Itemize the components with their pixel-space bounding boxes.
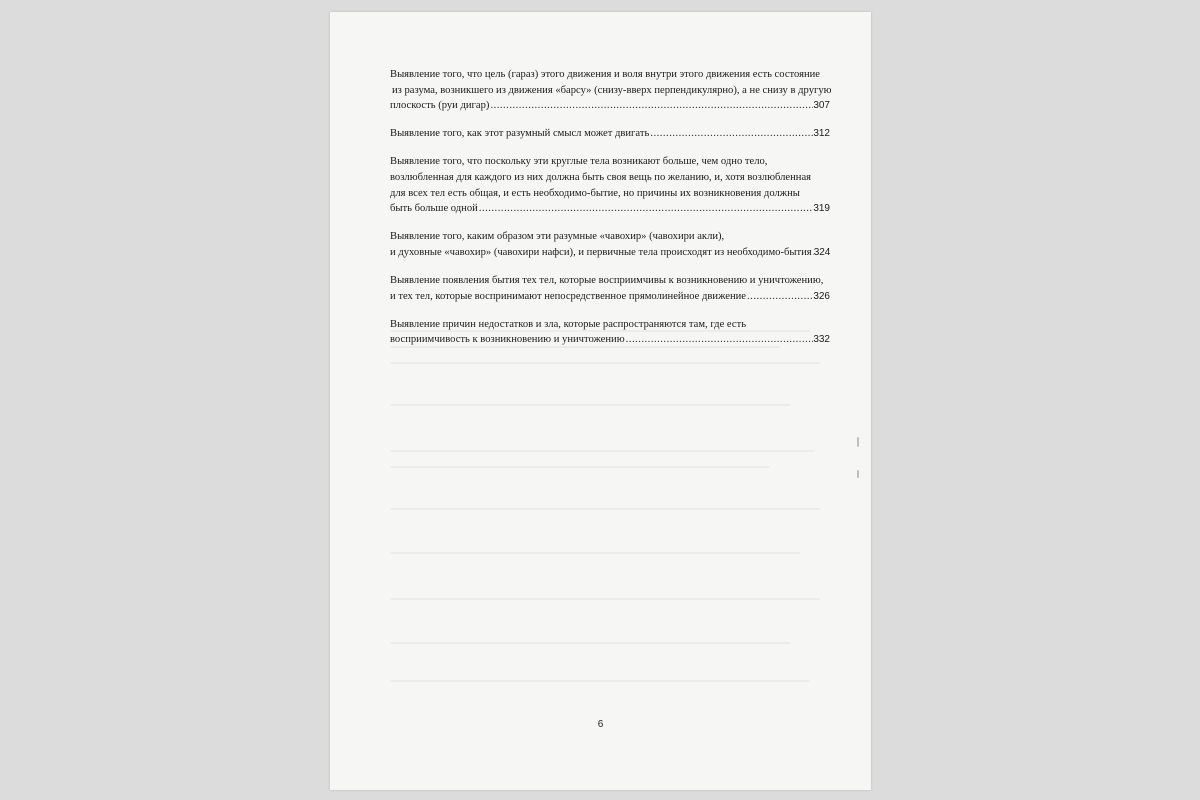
paper-speck [857,470,859,478]
bleed-through-line [390,362,820,364]
toc-line: возлюбленная для каждого из них должна быть своя вещь по желанию, и, хотя возлюбленная [390,171,812,183]
toc-entry [390,67,830,114]
toc-line: быть больше одной [390,203,478,215]
toc-page-number: 324 [813,246,831,258]
toc-line: восприимчивость к возникновению и уничтожению [390,334,625,346]
dot-leader [489,98,813,114]
table-of-contents [390,67,830,360]
dot-leader [625,332,814,348]
toc-line: и духовные «чавохир» (чавохири нафси), и первичные тела происходят из необходимо-бытия [390,246,812,258]
toc-entry [390,273,830,304]
toc-entry [390,229,830,260]
dot-leader [649,126,813,142]
toc-final-line [390,98,830,114]
dot-leader [478,201,814,217]
toc-entry [390,317,830,348]
bleed-through-line [390,508,820,510]
toc-line: Выявление того, что поскольку эти круглые тела возникают больше, чем одно тело, [390,156,768,168]
toc-line: из разума, возникшего из движения «барсу» (снизу-вверх перпендикулярно), а не снизу в другую [392,84,832,96]
toc-line: Выявление того, что цель (гараз) этого движения и воля внутри этого движения есть состояние [390,69,821,80]
toc-line: Выявление того, каким образом эти разумные «чавохир» (чавохири акли), [390,231,725,243]
toc-line: Выявление того, как этот разумный смысл может двигать [390,128,650,140]
bleed-through-line [390,450,815,452]
toc-line: Выявление появления бытия тех тел, которые восприимчивы к возникновению и уничтожению, [390,274,824,286]
toc-final-line [390,289,830,305]
toc-line: плоскость (руи дигар) [390,100,490,112]
toc-line: для всех тел есть общая, и есть необходимо-бытие, но причины их возникновения должны [390,187,800,199]
toc-final-line [390,126,830,142]
bleed-through-line [390,466,770,468]
toc-page-number: 307 [813,100,830,112]
toc-page-number: 326 [813,290,830,302]
bleed-through-line [390,642,790,644]
toc-line: Выявление причин недостатков и зла, которые распространяются там, где есть [390,318,747,330]
bleed-through-line [390,598,820,600]
toc-entry [390,126,830,142]
toc-page-number: 332 [813,334,830,346]
dot-leader [746,289,813,305]
toc-final-line [390,245,830,261]
page-number: 6 [597,719,604,730]
paper-speck [857,437,859,447]
toc-final-line [390,201,830,217]
bleed-through-line [390,404,790,406]
toc-page-number: 319 [813,203,830,215]
bleed-through-line [390,552,800,554]
toc-line: и тех тел, которые воспринимают непосредственное прямолинейное движение [390,290,747,302]
toc-page-number: 312 [813,128,830,140]
bleed-through-line [390,680,810,682]
toc-entry [390,154,830,216]
toc-final-line [390,332,830,348]
document-page [330,12,871,790]
